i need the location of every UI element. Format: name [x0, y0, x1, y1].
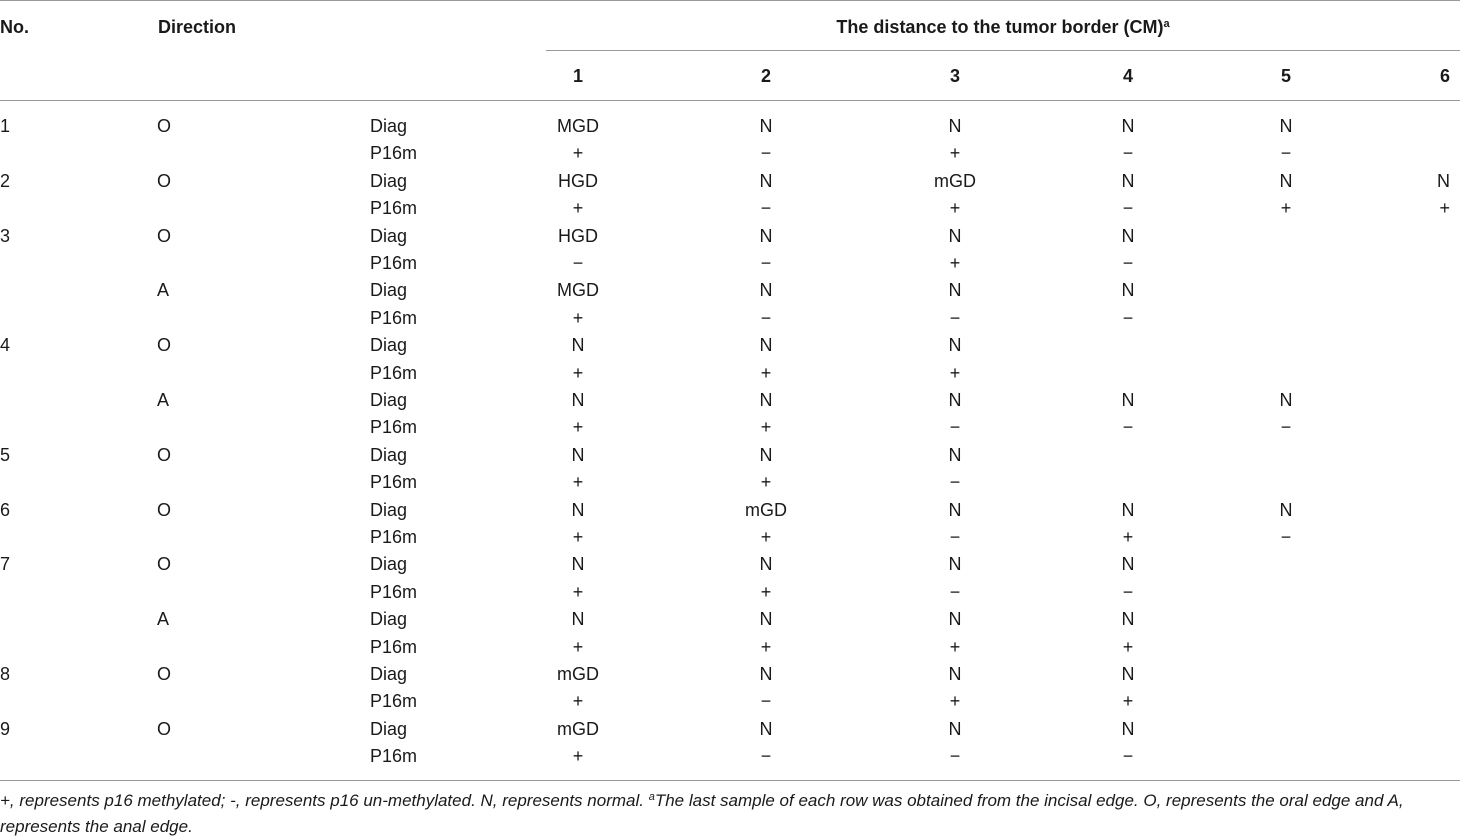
cell-distance-4: −: [1122, 253, 1134, 273]
cell-measure-label: P16m: [370, 307, 418, 328]
cell-direction: O: [157, 335, 172, 356]
header-distance-4: 4: [1122, 66, 1134, 86]
bottom-rule: [0, 780, 1460, 781]
cell-direction: O: [157, 664, 172, 684]
cell-measure-label: Diag: [370, 718, 408, 739]
cell-distance-4: −: [1122, 581, 1134, 602]
cell-distance-4: −: [1122, 198, 1134, 219]
cell-measure-label: P16m: [370, 691, 418, 712]
cell-distance-1: N: [571, 609, 585, 630]
cell-measure-label: P16m: [370, 417, 418, 438]
header-no: No.: [0, 17, 29, 37]
cell-distance-1: mGD: [557, 718, 599, 739]
cell-direction: A: [157, 280, 170, 301]
cell-distance-2: N: [759, 170, 773, 191]
cell-no: 6: [0, 499, 11, 520]
cell-distance-2: +: [760, 362, 772, 383]
cell-distance-5: N: [1279, 499, 1293, 520]
cell-measure-label: Diag: [370, 280, 408, 301]
cell-distance-3: N: [948, 499, 962, 520]
cell-measure-label: P16m: [370, 362, 418, 383]
cell-distance-1: MGD: [557, 116, 599, 136]
cell-distance-5: −: [1280, 143, 1292, 164]
cell-distance-3: +: [949, 143, 961, 164]
cell-distance-3: N: [948, 664, 962, 684]
cell-distance-1: +: [572, 636, 584, 657]
cell-distance-1: N: [571, 499, 585, 520]
cell-direction: A: [157, 390, 170, 410]
cell-measure-label: Diag: [370, 609, 408, 630]
cell-distance-1: HGD: [558, 170, 598, 191]
cell-distance-2: N: [759, 116, 773, 136]
cell-no: 7: [0, 554, 11, 575]
cell-no: 5: [0, 444, 11, 465]
cell-distance-4: N: [1121, 554, 1135, 575]
header-distance-3: 3: [949, 66, 961, 86]
cell-distance-1: mGD: [557, 664, 599, 684]
cell-distance-3: N: [948, 225, 962, 246]
cell-measure-label: P16m: [370, 636, 418, 657]
header-distance-5: 5: [1280, 66, 1292, 86]
cell-distance-2: +: [760, 472, 772, 493]
cell-distance-1: −: [572, 253, 584, 273]
header-distance-2: 2: [760, 66, 772, 86]
cell-distance-1: +: [572, 581, 584, 602]
cell-distance-3: +: [949, 253, 961, 273]
cell-distance-1: MGD: [557, 280, 599, 301]
header-distance-6: 6: [1439, 66, 1450, 86]
cell-distance-3: −: [949, 472, 961, 493]
cell-direction: O: [157, 170, 172, 191]
cell-measure-label: Diag: [370, 170, 408, 191]
cell-no: 8: [0, 664, 11, 684]
cell-direction: O: [157, 225, 172, 246]
cell-distance-2: +: [760, 417, 772, 438]
cell-distance-3: −: [949, 581, 961, 602]
cell-distance-2: −: [760, 198, 772, 219]
footnote-text-2: The last sample of each row was obtained from the incisal edge. O, represents the oral edge and A, represents the anal edge.: [0, 791, 1404, 836]
cell-distance-3: −: [949, 417, 961, 438]
cell-distance-2: N: [759, 390, 773, 410]
cell-measure-label: Diag: [370, 116, 408, 136]
cell-distance-3: N: [948, 554, 962, 575]
cell-distance-3: −: [949, 746, 961, 767]
cell-distance-3: mGD: [934, 170, 976, 191]
cell-no: 9: [0, 718, 11, 739]
cell-distance-2: N: [759, 718, 773, 739]
header-distance-1: 1: [572, 66, 584, 86]
cell-measure-label: P16m: [370, 527, 418, 547]
cell-distance-4: +: [1122, 527, 1134, 547]
cell-distance-5: −: [1280, 417, 1292, 438]
cell-distance-2: +: [760, 636, 772, 657]
cell-distance-1: +: [572, 691, 584, 712]
cell-distance-6: +: [1439, 198, 1450, 219]
cell-distance-3: N: [948, 116, 962, 136]
cell-distance-5: N: [1279, 116, 1293, 136]
cell-distance-1: HGD: [558, 225, 598, 246]
cell-distance-4: +: [1122, 636, 1134, 657]
top-rule: [0, 0, 1460, 1]
cell-distance-2: −: [760, 307, 772, 328]
cell-distance-4: N: [1121, 390, 1135, 410]
cell-measure-label: Diag: [370, 444, 408, 465]
cell-distance-3: +: [949, 198, 961, 219]
cell-distance-2: N: [759, 280, 773, 301]
header-distance-group: [836, 16, 1169, 38]
cell-measure-label: Diag: [370, 390, 408, 410]
cell-distance-4: −: [1122, 143, 1134, 164]
cell-distance-4: N: [1121, 280, 1135, 301]
header-direction: Direction: [158, 17, 237, 37]
cell-distance-3: +: [949, 636, 961, 657]
cell-distance-2: N: [759, 554, 773, 575]
cell-no: 4: [0, 335, 11, 356]
cell-distance-2: N: [759, 225, 773, 246]
cell-distance-1: +: [572, 527, 584, 547]
cell-distance-2: +: [760, 581, 772, 602]
cell-distance-4: N: [1121, 664, 1135, 684]
cell-distance-3: −: [949, 527, 961, 547]
cell-distance-3: −: [949, 307, 961, 328]
cell-distance-2: +: [760, 527, 772, 547]
cell-distance-5: N: [1279, 390, 1293, 410]
cell-distance-5: +: [1280, 198, 1292, 219]
cell-measure-label: Diag: [370, 664, 408, 684]
cell-distance-5: N: [1279, 170, 1293, 191]
footnote-mark: a: [648, 791, 655, 803]
cell-distance-1: +: [572, 746, 584, 767]
cell-distance-2: N: [759, 335, 773, 356]
cell-no: 2: [0, 170, 11, 191]
cell-no: 3: [0, 225, 11, 246]
cell-distance-4: −: [1122, 417, 1134, 438]
cell-distance-2: N: [759, 444, 773, 465]
table-footnote: [0, 788, 1460, 840]
group-subrule: [546, 50, 1460, 51]
cell-distance-4: +: [1122, 691, 1134, 712]
cell-distance-1: +: [572, 417, 584, 438]
cell-distance-1: +: [572, 362, 584, 383]
cell-measure-label: Diag: [370, 225, 408, 246]
cell-distance-4: N: [1121, 116, 1135, 136]
cell-distance-2: −: [760, 691, 772, 712]
cell-distance-5: −: [1280, 527, 1292, 547]
cell-distance-4: −: [1122, 307, 1134, 328]
header-distance-footnote-mark: a: [1163, 18, 1170, 30]
cell-measure-label: P16m: [370, 198, 418, 219]
cell-distance-3: N: [948, 444, 962, 465]
cell-distance-1: +: [572, 198, 584, 219]
cell-direction: O: [157, 444, 172, 465]
cell-distance-1: N: [571, 335, 585, 356]
cell-distance-1: +: [572, 307, 584, 328]
header-bottom-rule: [0, 100, 1460, 101]
cell-measure-label: Diag: [370, 499, 408, 520]
cell-no: 1: [0, 116, 11, 136]
cell-distance-1: +: [572, 143, 584, 164]
cell-distance-2: N: [759, 609, 773, 630]
footnote-text-1: +, represents p16 methylated; -, represents p16 un-methylated. N, represents normal.: [0, 791, 649, 810]
cell-measure-label: P16m: [370, 253, 418, 273]
cell-distance-3: N: [948, 609, 962, 630]
cell-distance-1: N: [571, 444, 585, 465]
header-distance-title: The distance to the tumor border (CM): [836, 17, 1164, 37]
cell-distance-4: N: [1121, 609, 1135, 630]
cell-distance-3: N: [948, 390, 962, 410]
cell-distance-4: N: [1121, 718, 1135, 739]
cell-distance-3: +: [949, 362, 961, 383]
cell-distance-4: N: [1121, 170, 1135, 191]
cell-direction: O: [157, 554, 172, 575]
cell-distance-4: −: [1122, 746, 1134, 767]
cell-measure-label: P16m: [370, 746, 418, 767]
cell-distance-3: N: [948, 335, 962, 356]
cell-distance-2: −: [760, 253, 772, 273]
cell-distance-3: +: [949, 691, 961, 712]
cell-measure-label: P16m: [370, 472, 418, 493]
cell-measure-label: Diag: [370, 554, 408, 575]
cell-distance-2: −: [760, 746, 772, 767]
cell-distance-6: N: [1437, 170, 1450, 191]
cell-measure-label: P16m: [370, 581, 418, 602]
cell-distance-2: N: [759, 664, 773, 684]
cell-distance-3: N: [948, 718, 962, 739]
cell-distance-1: +: [572, 472, 584, 493]
cell-direction: O: [157, 116, 172, 136]
cell-distance-2: mGD: [745, 499, 787, 520]
cell-distance-2: −: [760, 143, 772, 164]
cell-measure-label: P16m: [370, 143, 418, 164]
cell-distance-4: N: [1121, 499, 1135, 520]
cell-distance-3: N: [948, 280, 962, 301]
cell-measure-label: Diag: [370, 335, 408, 356]
cell-distance-1: N: [571, 390, 585, 410]
cell-direction: O: [157, 499, 172, 520]
cell-direction: O: [157, 718, 172, 739]
cell-direction: A: [157, 609, 170, 630]
cell-distance-4: N: [1121, 225, 1135, 246]
cell-distance-1: N: [571, 554, 585, 575]
